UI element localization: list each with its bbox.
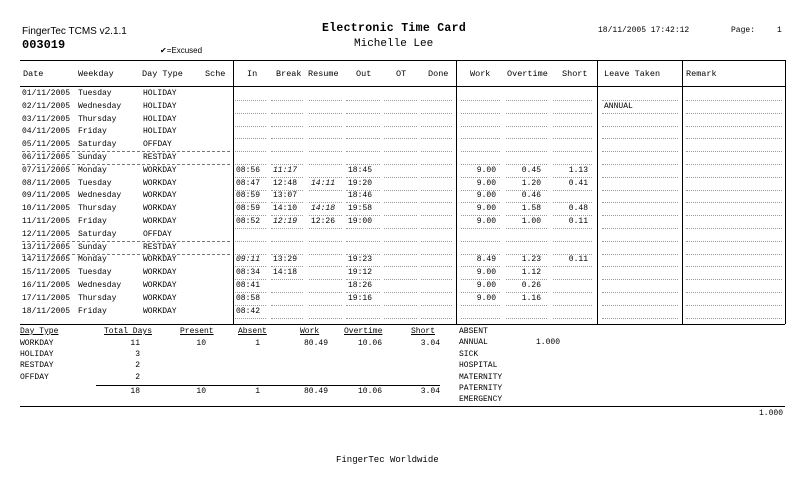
cell-in: 08:41 — [236, 281, 261, 290]
cell-date: 12/11/2005 — [22, 229, 71, 239]
cell-break: 14:18 — [273, 268, 298, 278]
grand-total: 1.000 — [758, 409, 783, 418]
cell-date: 17/11/2005 — [22, 293, 71, 303]
cell-break: 14:10 — [273, 204, 298, 214]
summary-daytype: WORKDAY — [20, 339, 54, 348]
cell-weekday: Friday — [78, 127, 107, 137]
cell-in: 08:52 — [236, 217, 261, 226]
cell-date: 16/11/2005 — [22, 281, 71, 290]
cell-work: 9.00 — [476, 204, 496, 214]
cell-work: 8.49 — [476, 255, 496, 265]
cell-in: 08:47 — [236, 178, 261, 188]
cell-weekday: Sunday — [78, 242, 107, 252]
summary-absent: 1 — [255, 339, 260, 348]
sum-total-days: 18 — [130, 387, 140, 396]
printed-timestamp: 18/11/2005 17:42:12 — [598, 26, 690, 35]
cell-work: 9.00 — [476, 293, 496, 303]
cell-daytype: OFFDAY — [143, 229, 172, 239]
cell-weekday: Thursday — [78, 204, 117, 214]
leave-type: ANNUAL — [459, 338, 488, 348]
cell-out: 18:26 — [348, 281, 373, 290]
cell-out: 19:12 — [348, 268, 373, 278]
cell-out: 19:20 — [348, 178, 373, 188]
cell-in: 08:59 — [236, 191, 261, 201]
excused-legend — [160, 46, 202, 55]
cell-out: 19:58 — [348, 204, 373, 214]
cell-daytype: HOLIDAY — [143, 89, 177, 98]
leave-type: EMERGENCY — [459, 395, 503, 405]
row-separator — [384, 318, 417, 319]
cell-date: 15/11/2005 — [22, 268, 71, 278]
employee-name: Michelle Lee — [354, 38, 434, 50]
cell-date: 09/11/2005 — [22, 191, 71, 201]
cell-daytype: WORKDAY — [143, 204, 177, 214]
cell-resume: 14:11 — [311, 178, 336, 188]
sum-total-short: 3.04 — [420, 387, 440, 396]
cell-weekday: Tuesday — [78, 178, 112, 188]
sum-total-work: 80.49 — [303, 387, 328, 396]
summary-overtime: 10.06 — [357, 339, 382, 348]
cell-in: 08:59 — [236, 204, 261, 214]
cell-overtime: 0.45 — [521, 165, 541, 175]
row-separator — [686, 318, 782, 319]
cell-date: 03/11/2005 — [22, 114, 71, 124]
col-done: Done — [428, 69, 449, 79]
sum-hdr-absent: Absent — [238, 327, 267, 336]
cell-date: 08/11/2005 — [22, 178, 71, 188]
cell-break: 13:07 — [273, 191, 298, 201]
sum-hdr-overtime: Overtime — [344, 327, 383, 336]
cell-weekday: Friday — [78, 306, 107, 316]
cell-work: 9.00 — [476, 217, 496, 226]
footer-company: FingerTec Worldwide — [336, 455, 439, 465]
cell-out: 18:45 — [348, 165, 373, 175]
sum-total-absent: 1 — [255, 387, 260, 396]
cell-out: 19:23 — [348, 255, 373, 265]
cell-resume: 12:26 — [311, 217, 336, 226]
cell-out: 19:16 — [348, 293, 373, 303]
cell-weekday: Monday — [78, 165, 107, 175]
row-separator — [602, 318, 678, 319]
cell-daytype: HOLIDAY — [143, 114, 177, 124]
leave-type: PATERNITY — [459, 384, 503, 393]
leave-value: 1.000 — [535, 338, 560, 348]
cell-weekday: Monday — [78, 255, 107, 265]
cell-in: 08:34 — [236, 268, 261, 278]
cell-date: 11/11/2005 — [22, 217, 71, 226]
grand-total-rule — [20, 406, 785, 407]
col-overtime: Overtime — [507, 69, 548, 79]
cell-weekday: Tuesday — [78, 89, 112, 98]
summary-present: 10 — [196, 339, 206, 348]
cell-overtime: 1.20 — [521, 178, 541, 188]
cell-weekday: Wednesday — [78, 101, 122, 111]
cell-in: 08:56 — [236, 165, 261, 175]
cell-short: 0.48 — [568, 204, 588, 214]
col-daytype: Day Type — [142, 69, 183, 79]
cell-resume: 14:18 — [311, 204, 336, 214]
row-separator — [553, 318, 592, 319]
col-short: Short — [562, 69, 588, 79]
cell-daytype: WORKDAY — [143, 178, 177, 188]
sum-hdr-short: Short — [411, 327, 436, 336]
sum-hdr-work: Work — [300, 327, 320, 336]
page-label: Page: — [731, 26, 756, 35]
row-separator — [506, 318, 547, 319]
cell-date: 10/11/2005 — [22, 204, 71, 214]
cell-daytype: WORKDAY — [143, 281, 177, 290]
cell-break: 12:48 — [273, 178, 298, 188]
sum-hdr-total: Total Days — [104, 327, 153, 336]
col-resume: Resume — [308, 69, 339, 79]
cell-out: 18:46 — [348, 191, 373, 201]
leave-type: ABSENT — [459, 327, 488, 336]
cell-overtime: 0.26 — [521, 281, 541, 290]
cell-out: 19:00 — [348, 217, 373, 226]
cell-daytype: WORKDAY — [143, 165, 177, 175]
detail-bottom-rule — [20, 324, 785, 325]
cell-daytype: WORKDAY — [143, 217, 177, 226]
leave-type: SICK — [459, 349, 479, 359]
cell-daytype: WORKDAY — [143, 293, 177, 303]
cell-break: 13:29 — [273, 255, 298, 265]
cell-weekday: Tuesday — [78, 268, 112, 278]
cell-break: 11:17 — [273, 165, 298, 175]
cell-date: 01/11/2005 — [22, 89, 71, 98]
col-out: Out — [356, 69, 372, 79]
row-separator — [271, 318, 303, 319]
summary-daytype: OFFDAY — [20, 372, 49, 382]
sum-total-present: 10 — [196, 387, 206, 396]
col-in: In — [247, 69, 258, 79]
row-separator — [461, 318, 500, 319]
col-sche: Sche — [205, 69, 226, 79]
cell-work: 9.00 — [476, 268, 496, 278]
col-date: Date — [23, 69, 44, 79]
leave-type: HOSPITAL — [459, 361, 498, 371]
col-work: Work — [470, 69, 491, 79]
cell-leave: ANNUAL — [604, 101, 633, 111]
cell-weekday: Wednesday — [78, 191, 122, 201]
cell-short: 0.41 — [568, 178, 588, 188]
summary-work: 80.49 — [303, 339, 328, 348]
row-separator — [346, 318, 380, 319]
col-ot: OT — [396, 69, 407, 79]
cell-overtime: 1.16 — [521, 293, 541, 303]
sum-hdr-present: Present — [180, 327, 214, 336]
cell-daytype: HOLIDAY — [143, 101, 177, 111]
row-separator — [421, 318, 452, 319]
cell-weekday: Friday — [78, 217, 107, 226]
summary-total: 2 — [135, 372, 140, 382]
cell-date: 06/11/2005 — [22, 153, 71, 162]
cell-date: 14/11/2005 — [22, 255, 71, 265]
cell-short: 0.11 — [568, 217, 588, 226]
cell-date: 04/11/2005 — [22, 127, 71, 137]
col-leave-taken: Leave Taken — [604, 69, 661, 79]
cell-weekday: Saturday — [78, 140, 117, 150]
cell-overtime: 1.12 — [521, 268, 541, 278]
cell-daytype: WORKDAY — [143, 268, 177, 278]
col-remark: Remark — [686, 69, 717, 79]
header-top-rule — [20, 60, 785, 61]
report-title: Electronic Time Card — [322, 22, 467, 35]
check-icon: ✔ — [160, 46, 167, 55]
cell-weekday: Sunday — [78, 153, 107, 162]
sum-total-overtime: 10.06 — [357, 387, 382, 396]
summary-total-rule — [96, 385, 440, 386]
cell-short: 1.13 — [568, 165, 588, 175]
cell-date: 05/11/2005 — [22, 140, 71, 150]
cell-break: 12:19 — [273, 217, 298, 226]
cell-daytype: RESTDAY — [143, 242, 177, 252]
cell-date: 02/11/2005 — [22, 101, 71, 111]
cell-weekday: Wednesday — [78, 281, 122, 290]
summary-short: 3.04 — [420, 339, 440, 348]
cell-daytype: OFFDAY — [143, 140, 172, 150]
row-separator — [235, 318, 266, 319]
summary-total: 11 — [130, 339, 140, 348]
summary-daytype: RESTDAY — [20, 361, 54, 371]
cell-overtime: 0.46 — [521, 191, 541, 201]
cell-daytype: WORKDAY — [143, 255, 177, 265]
cell-weekday: Thursday — [78, 114, 117, 124]
header-bottom-rule — [20, 86, 785, 87]
cell-work: 9.00 — [476, 191, 496, 201]
cell-overtime: 1.58 — [521, 204, 541, 214]
cell-daytype: RESTDAY — [143, 153, 177, 162]
cell-date: 13/11/2005 — [22, 242, 71, 252]
cell-in: 08:58 — [236, 293, 261, 303]
cell-work: 9.00 — [476, 165, 496, 175]
cell-short: 0.11 — [568, 255, 588, 265]
row-separator — [309, 318, 342, 319]
cell-overtime: 1.00 — [521, 217, 541, 226]
summary-total: 3 — [135, 350, 140, 360]
cell-daytype: WORKDAY — [143, 191, 177, 201]
leave-type: MATERNITY — [459, 372, 503, 382]
summary-total: 2 — [135, 361, 140, 371]
cell-in: 08:42 — [236, 306, 261, 316]
app-version: FingerTec TCMS v2.1.1 — [22, 26, 127, 37]
col-weekday: Weekday — [78, 69, 114, 79]
cell-in: 09:11 — [236, 255, 261, 265]
cell-date: 18/11/2005 — [22, 306, 71, 316]
cell-work: 9.00 — [476, 178, 496, 188]
summary-daytype: HOLIDAY — [20, 350, 54, 360]
col-break: Break — [276, 69, 302, 79]
employee-number: 003019 — [22, 38, 66, 52]
cell-daytype: HOLIDAY — [143, 127, 177, 137]
cell-work: 9.00 — [476, 281, 496, 290]
excused-label: =Excused — [166, 46, 203, 55]
page-number: 1 — [777, 26, 782, 35]
cell-date: 07/11/2005 — [22, 165, 71, 175]
sum-hdr-daytype: Day Type — [20, 327, 59, 336]
cell-overtime: 1.23 — [521, 255, 541, 265]
cell-daytype: WORKDAY — [143, 306, 177, 316]
cell-weekday: Saturday — [78, 229, 117, 239]
cell-weekday: Thursday — [78, 293, 117, 303]
